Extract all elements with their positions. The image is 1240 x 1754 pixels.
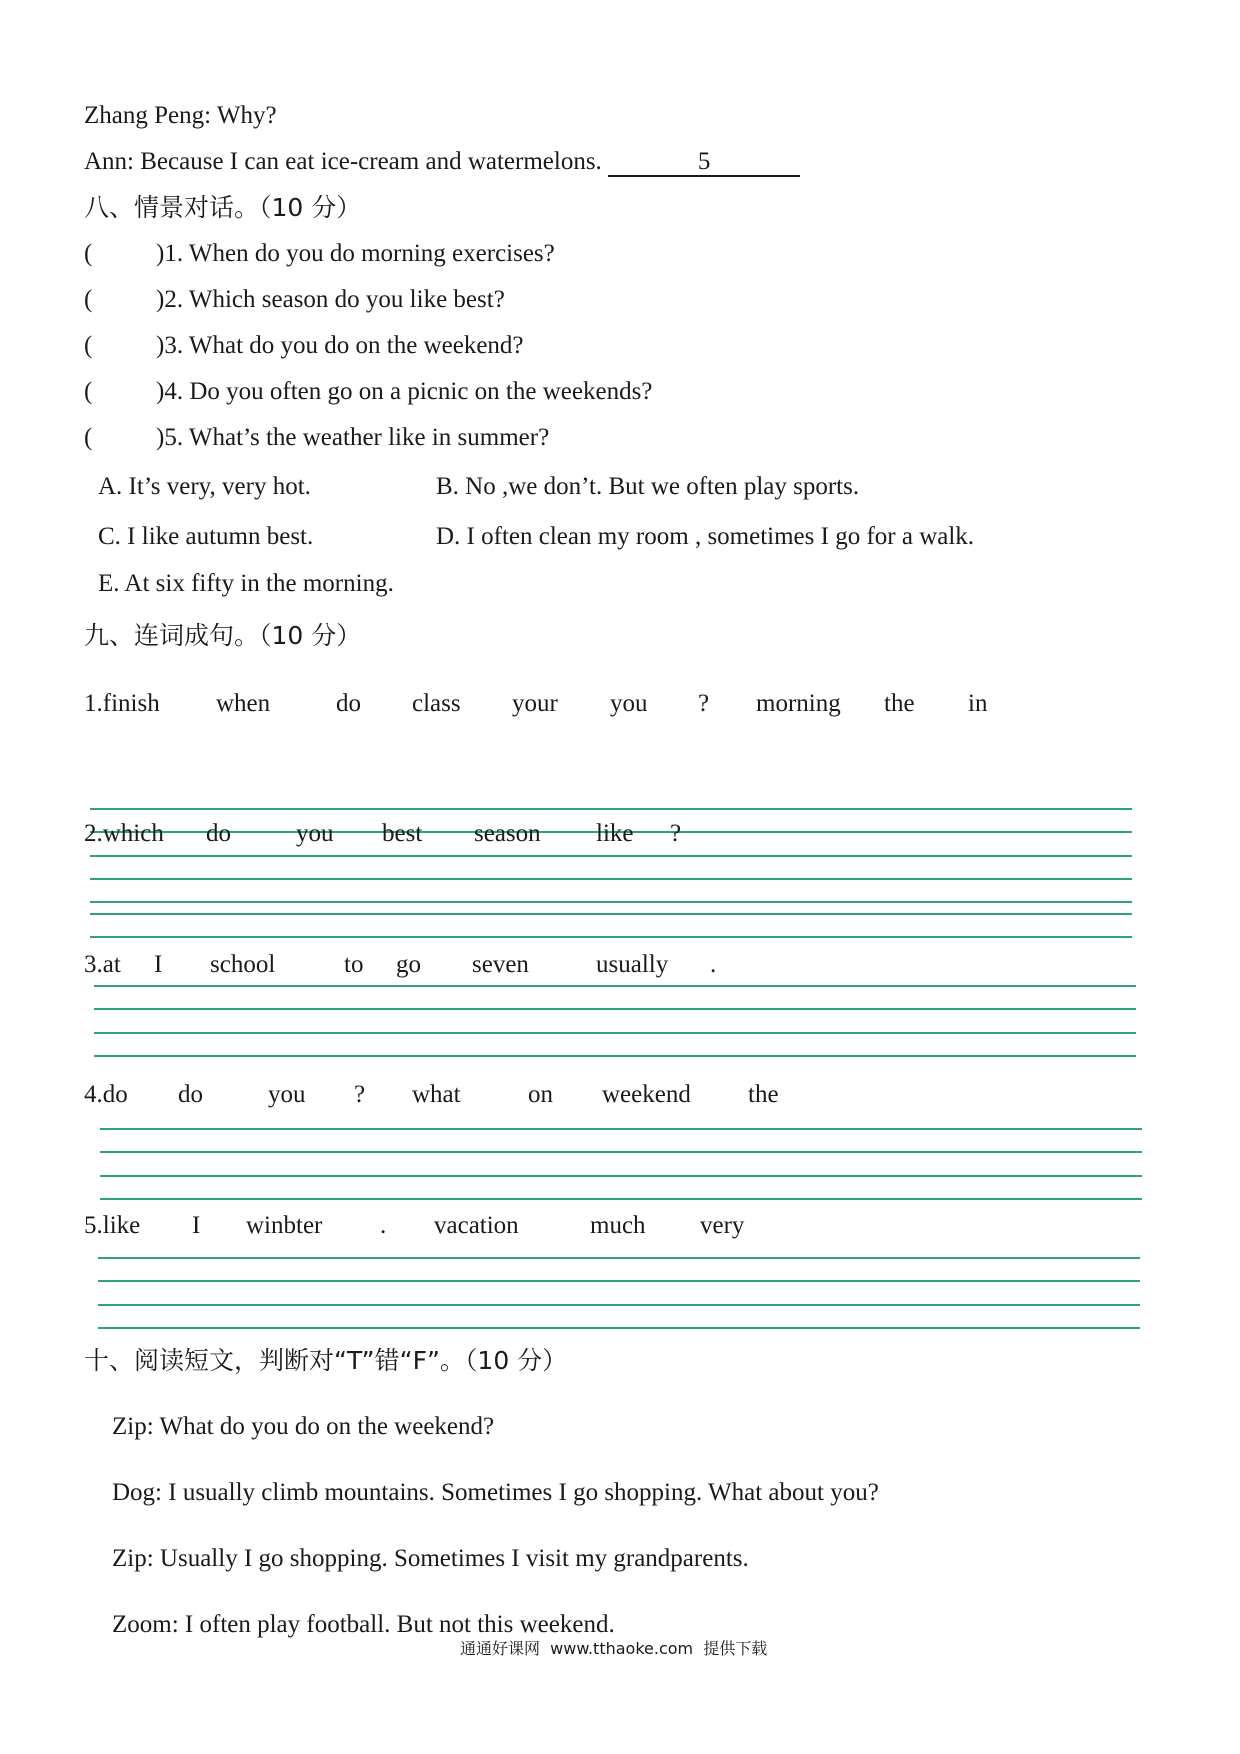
- word-tile: do: [336, 690, 361, 717]
- section-title-8: 八、情景对话。（10 分）: [84, 193, 362, 222]
- writing-line[interactable]: [100, 1175, 1142, 1177]
- writing-line[interactable]: [98, 1327, 1140, 1329]
- word-tile: much: [590, 1212, 646, 1239]
- word-tile: 1.finish: [84, 690, 160, 717]
- word-tile: best: [382, 820, 423, 847]
- word-tile: the: [748, 1081, 779, 1108]
- word-tile: I: [154, 951, 163, 978]
- word-tile: do: [178, 1081, 203, 1108]
- answer-blank[interactable]: 5: [608, 149, 800, 177]
- dialog-text: Because I can eat ice-cream and watermelons.: [140, 148, 602, 175]
- option-b: B. No ,we don’t. But we often play sports.: [436, 473, 860, 500]
- writing-line[interactable]: [90, 913, 1132, 915]
- writing-line[interactable]: [98, 1280, 1140, 1282]
- word-tile: 2.which: [84, 820, 164, 847]
- writing-line[interactable]: [98, 1304, 1140, 1306]
- word-tile: you: [610, 690, 648, 717]
- word-tile: ?: [670, 820, 682, 847]
- speaker: Ann:: [84, 148, 134, 175]
- speaker: Dog:: [112, 1479, 162, 1506]
- word-tile: .: [710, 951, 717, 978]
- question-text: Which season do you like best?: [188, 286, 505, 313]
- dialog-line-2: [84, 146, 800, 178]
- writing-line[interactable]: [94, 1055, 1136, 1057]
- reading-line: [112, 1477, 879, 1509]
- question-text: What do you do on the weekend?: [188, 332, 524, 359]
- question-number: 4.: [164, 378, 184, 405]
- question-text: What’s the weather like in summer?: [188, 424, 550, 451]
- reading-text: Usually I go shopping. Sometimes I visit my grandparents.: [159, 1545, 749, 1572]
- word-tile: ?: [354, 1081, 366, 1108]
- word-tile: weekend: [602, 1081, 691, 1108]
- reading-text: I usually climb mountains. Sometimes I go shopping. What about you?: [168, 1479, 879, 1506]
- word-tile: morning: [756, 690, 841, 717]
- reading-line: [112, 1411, 494, 1443]
- word-tile: to: [344, 951, 364, 978]
- section-title-9: 九、连词成句。（10 分）: [84, 621, 362, 650]
- reading-line: [112, 1609, 615, 1641]
- word-tile: school: [210, 951, 276, 978]
- word-tile: what: [412, 1081, 461, 1108]
- section-title-10: 十、阅读短文，判断对“T”错“F”。（10 分）: [84, 1346, 568, 1375]
- speaker: Zhang Peng:: [84, 102, 212, 129]
- word-tile: .: [380, 1212, 387, 1239]
- writing-line[interactable]: [94, 985, 1136, 987]
- word-tile: 4.do: [84, 1081, 128, 1108]
- question-text: When do you do morning exercises?: [188, 240, 555, 267]
- word-tile: you: [268, 1081, 306, 1108]
- word-tile: when: [216, 690, 271, 717]
- question-number: 5.: [164, 424, 184, 451]
- footer-credit: 通通好课网 www.tthaoke.com 提供下载: [460, 1639, 768, 1658]
- writing-line[interactable]: [100, 1151, 1142, 1153]
- word-tile: very: [700, 1212, 745, 1239]
- writing-line[interactable]: [100, 1198, 1142, 1200]
- option-e: E. At six fifty in the morning.: [98, 570, 394, 597]
- question-text: Do you often go on a picnic on the weekends?: [189, 378, 653, 405]
- dialog-line-1: [84, 100, 277, 132]
- answer-parenthesis[interactable]: (: [84, 286, 93, 313]
- word-tile: your: [512, 690, 558, 717]
- question-number: 2.: [164, 286, 184, 313]
- speaker: Zip:: [112, 1413, 154, 1440]
- word-tile: I: [192, 1212, 201, 1239]
- option-c: C. I like autumn best.: [98, 523, 314, 550]
- speaker: Zip:: [112, 1545, 154, 1572]
- option-a: A. It’s very, very hot.: [98, 473, 311, 500]
- word-tile: like: [596, 820, 634, 847]
- word-tile: class: [412, 690, 461, 717]
- word-tile: on: [528, 1081, 553, 1108]
- writing-line[interactable]: [94, 1032, 1136, 1034]
- word-tile: the: [884, 690, 915, 717]
- answer-parenthesis[interactable]: (: [84, 240, 93, 267]
- word-tile: 5.like: [84, 1212, 141, 1239]
- question-row: ( )3. What do you do on the weekend?: [84, 330, 524, 362]
- word-tile: seven: [472, 951, 529, 978]
- answer-parenthesis[interactable]: (: [84, 378, 93, 405]
- speaker: Zoom:: [112, 1611, 179, 1638]
- writing-line[interactable]: [90, 878, 1132, 880]
- word-tile: vacation: [434, 1212, 519, 1239]
- writing-line[interactable]: [90, 901, 1132, 903]
- word-tile: go: [396, 951, 421, 978]
- word-tile: ?: [698, 690, 710, 717]
- word-tile: in: [968, 690, 988, 717]
- word-tile: you: [296, 820, 334, 847]
- writing-line[interactable]: [94, 1008, 1136, 1010]
- question-row: ( )4. Do you often go on a picnic on the weekends?: [84, 376, 652, 408]
- question-number: 3.: [164, 332, 184, 359]
- writing-line[interactable]: [90, 855, 1132, 857]
- reading-text: What do you do on the weekend?: [159, 1413, 495, 1440]
- dialog-text: Why?: [216, 102, 277, 129]
- answer-parenthesis[interactable]: (: [84, 332, 93, 359]
- question-row: ( )2. Which season do you like best?: [84, 284, 505, 316]
- word-tile: do: [206, 820, 231, 847]
- writing-line[interactable]: [90, 936, 1132, 938]
- question-number: 1.: [164, 240, 184, 267]
- option-d: D. I often clean my room , sometimes I go for a walk.: [436, 523, 975, 550]
- word-tile: usually: [596, 951, 669, 978]
- writing-line[interactable]: [100, 1128, 1142, 1130]
- reading-line: [112, 1543, 749, 1575]
- word-tile: season: [474, 820, 541, 847]
- question-row: ( )1. When do you do morning exercises?: [84, 238, 555, 270]
- answer-parenthesis[interactable]: (: [84, 424, 93, 451]
- writing-line[interactable]: [90, 808, 1132, 810]
- word-tile: 3.at: [84, 951, 121, 978]
- reading-text: I often play football. But not this weekend.: [184, 1611, 615, 1638]
- word-tile: winbter: [246, 1212, 323, 1239]
- question-row: ( )5. What’s the weather like in summer?: [84, 422, 549, 454]
- writing-line[interactable]: [98, 1257, 1140, 1259]
